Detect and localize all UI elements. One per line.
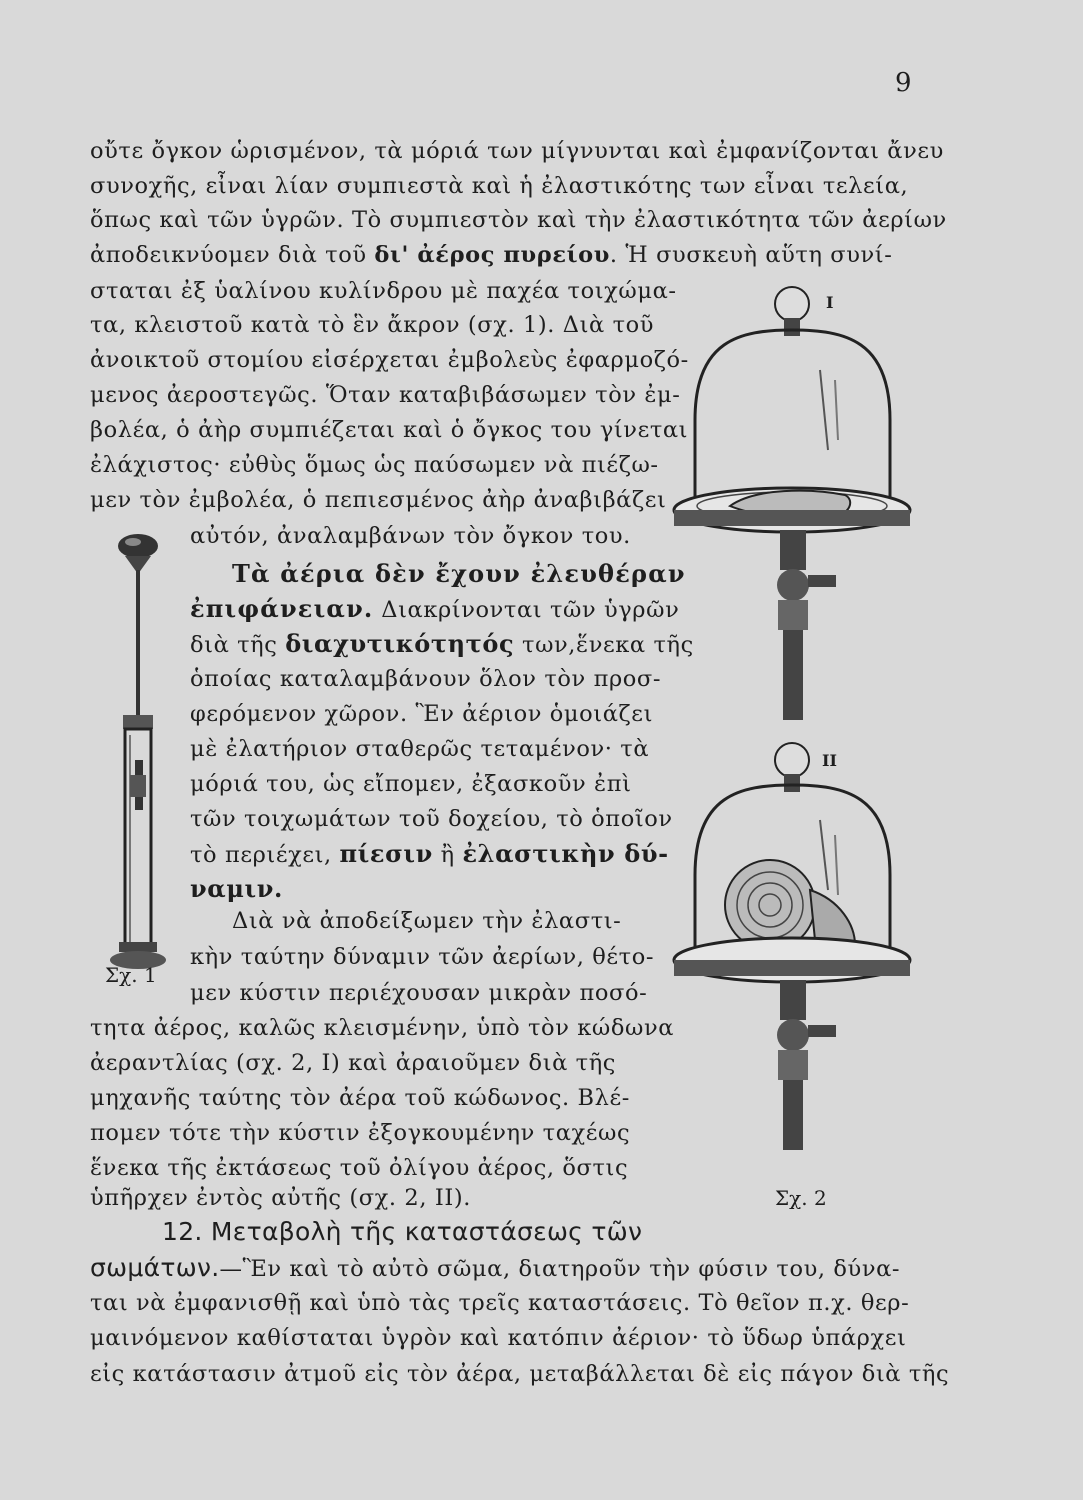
text-line-15: διὰ τῆς διαχυτικότητός των,ἕνεκα τῆς xyxy=(190,629,694,658)
text-line-19: μόριά του, ὡς εἴπομεν, ἐξασκοῦν ἐπὶ xyxy=(190,771,632,797)
figure-2-bell-jars xyxy=(670,280,930,1160)
text-line-30: ἕνεκα τῆς ἐκτάσεως τοῦ ὀλίγου ἀέρος, ὅστις xyxy=(90,1155,629,1181)
text-line-3: ὅπως καὶ τῶν ὑγρῶν. Τὸ συμπιεστὸν καὶ τὴν ἐλαστικότητα τῶν ἀερίων xyxy=(90,207,947,233)
text-line-14: ἐπιφάνειαν. Διακρίνονται τῶν ὑγρῶν xyxy=(190,594,680,623)
text-line-4: ἀποδεικνύομεν διὰ τοῦ δι' ἀέρος πυρείου. Ἡ συσκευὴ αὕτη συνί- xyxy=(90,242,893,268)
term-air-pump-tinder: δι' ἀέρος πυρείου xyxy=(374,242,610,268)
text-line-21: τὸ περιέχει, πίεσιν ἢ ἐλαστικὴν δύ- xyxy=(190,839,669,868)
text-line-24: κὴν ταύτην δύναμιν τῶν ἀερίων, θέτο- xyxy=(190,944,655,970)
text-line-18: μὲ ἐλατήριον σταθερῶς τεταμένον· τὰ xyxy=(190,736,650,762)
text-line-23: Διὰ νὰ ἀποδείξωμεν τὴν ἐλαστι- xyxy=(232,908,622,934)
text-line-10: ἐλάχιστος· εὐθὺς ὅμως ὡς παύσωμεν νὰ πιέζω- xyxy=(90,452,659,478)
text-line-6: τα, κλειστοῦ κατὰ τὸ ἓν ἄκρον (σχ. 1). Διὰ τοῦ xyxy=(90,312,655,338)
text-line-9: βολέα, ὁ ἀὴρ συμπιέζεται καὶ ὁ ὄγκος του γίνεται xyxy=(90,417,689,443)
text-line-2: συνοχῆς, εἶναι λίαν συμπιεστὰ καὶ ἡ ἐλαστικότης των εἶναι τελεία, xyxy=(90,173,909,199)
text-line-17: φερόμενον χῶρον. Ἓν ἀέριον ὁμοιάζει xyxy=(190,701,653,727)
section-heading-12: 12. Μεταβολὴ τῆς καταστάσεως τῶν xyxy=(162,1217,643,1246)
text-line-35: μαινόμενον καθίσταται ὑγρὸν καὶ κατόπιν ἀέριον· τὸ ὕδωρ ὑπάρχει xyxy=(90,1325,907,1351)
figure-2-label-II: ΙΙ xyxy=(822,751,837,770)
text-line-16: ὁποίας καταλαμβάνουν ὅλον τὸν προσ- xyxy=(190,666,662,692)
text-line-11: μεν τὸν ἐμβολέα, ὁ πεπιεσμένος ἀὴρ ἀναβιβάζει xyxy=(90,487,667,513)
text-line-28: μηχανῆς ταύτης τὸν ἀέρα τοῦ κώδωνος. Βλέ- xyxy=(90,1085,631,1111)
figure-1-caption: Σχ. 1 xyxy=(105,963,157,987)
page-number: 9 xyxy=(895,68,912,98)
text-line-1: οὔτε ὄγκον ὡρισμένον, τὰ μόριά των μίγνυνται καὶ ἐμφανίζονται ἄνευ xyxy=(90,138,944,164)
text-line-33: σωμάτων.—Ἓν καὶ τὸ αὐτὸ σῶμα, διατηροῦν τὴν φύσιν του, δύνα- xyxy=(90,1253,901,1282)
text-line-12: αὐτόν, ἀναλαμβάνων τὸν ὄγκον του. xyxy=(190,523,631,549)
text-line-25: μεν κύστιν περιέχουσαν μικρὰν ποσό- xyxy=(190,980,648,1006)
text-line-31: ὑπῆρχεν ἐντὸς αὐτῆς (σχ. 2, ΙΙ). xyxy=(90,1185,471,1211)
bell-jar-I xyxy=(674,287,910,720)
figure-2-label-I: Ι xyxy=(826,293,834,312)
text-line-8: μενος ἀεροστεγῶς. Ὅταν καταβιβάσωμεν τὸν ἐμ- xyxy=(90,382,681,408)
text-line-26: τητα ἀέρος, καλῶς κλεισμένην, ὑπὸ τὸν κώδωνα xyxy=(90,1015,675,1041)
text-line-34: ται νὰ ἐμφανισθῇ καὶ ὑπὸ τὰς τρεῖς καταστάσεις. Τὸ θεῖον π.χ. θερ- xyxy=(90,1290,910,1316)
figure-2-caption: Σχ. 2 xyxy=(775,1186,827,1210)
text-line-7: ἀνοικτοῦ στομίου εἰσέρχεται ἐμβολεὺς ἐφαρμοζό- xyxy=(90,347,689,373)
text-line-27: ἀεραντλίας (σχ. 2, Ι) καὶ ἀραιοῦμεν διὰ τῆς xyxy=(90,1050,616,1076)
heading-gases-no-surface: Τὰ ἀέρια δὲν ἔχουν ἐλευθέραν xyxy=(232,559,686,588)
text-line-29: πομεν τότε τὴν κύστιν ἐξογκουμένην ταχέως xyxy=(90,1120,631,1146)
text-line-22: ναμιν. xyxy=(190,874,283,903)
figure-1-fire-syringe xyxy=(105,530,185,980)
text-line-36: εἰς κατάστασιν ἀτμοῦ εἰς τὸν ἀέρα, μεταβάλλεται δὲ εἰς πάγον διὰ τῆς xyxy=(90,1361,950,1387)
text-line-5: σταται ἐξ ὑαλίνου κυλίνδρου μὲ παχέα τοιχώμα- xyxy=(90,278,677,304)
text-line-20: τῶν τοιχωμάτων τοῦ δοχείου, τὸ ὁποῖον xyxy=(190,806,673,832)
bell-jar-II xyxy=(674,743,910,1150)
